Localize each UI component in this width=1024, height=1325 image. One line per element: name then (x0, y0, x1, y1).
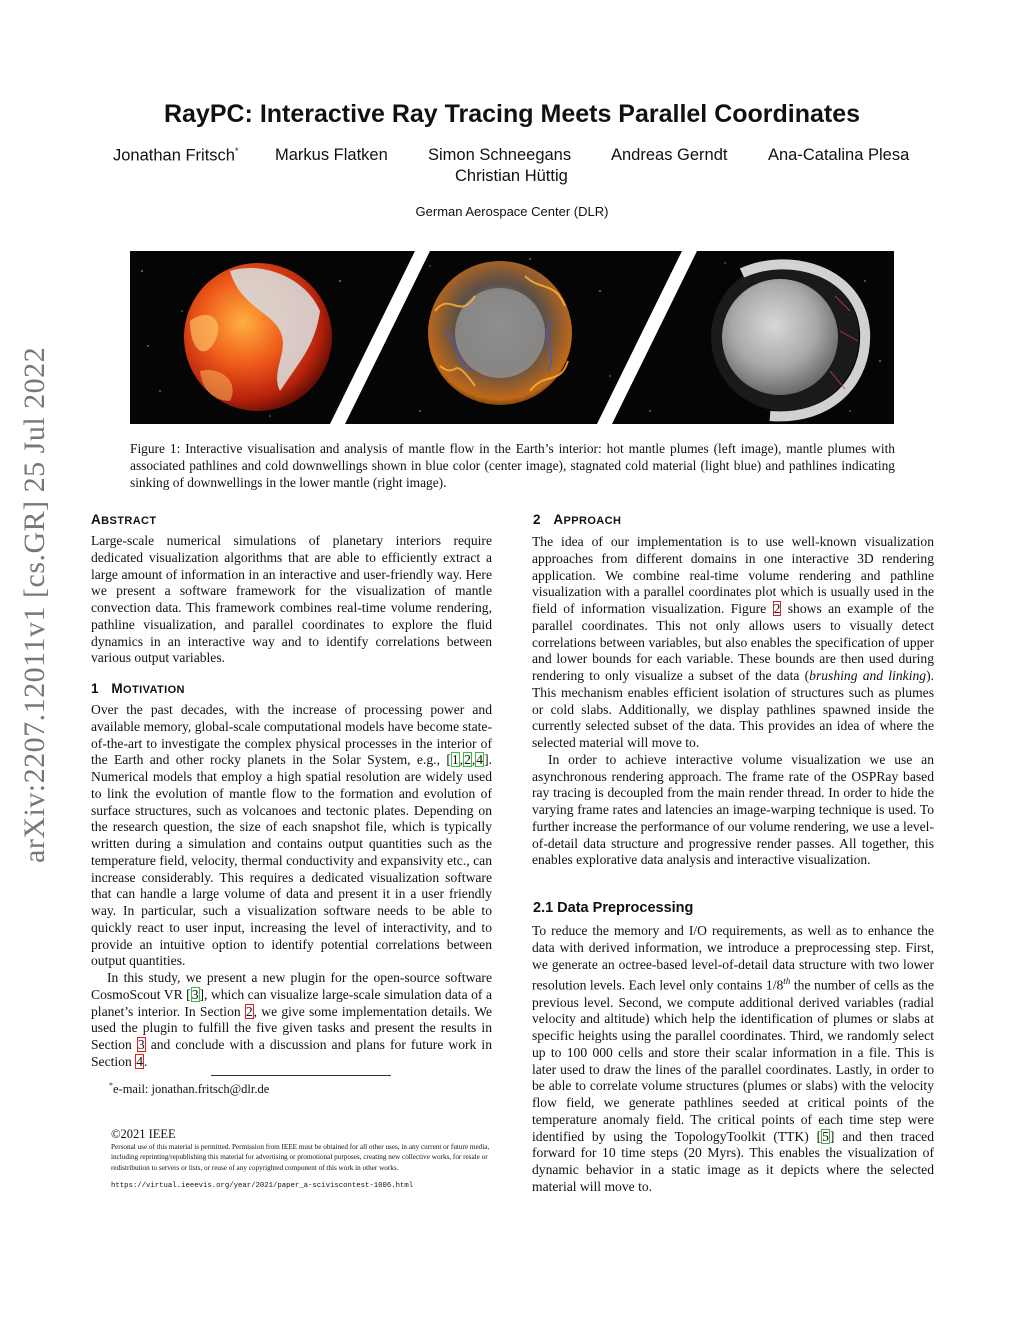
section-2-1-heading: 2.1 Data Preprocessing (533, 900, 694, 916)
figure-link[interactable]: 2 (773, 601, 781, 616)
planet-plumes-pathlines (428, 261, 572, 405)
section-2-heading: 2 APPROACH (533, 512, 622, 527)
author-3: Simon Schneegans (428, 146, 572, 164)
author-4: Andreas Gerndt (611, 146, 728, 164)
paper-url[interactable]: https://virtual.ieeevis.org/year/2021/paper_a-sciviscontest-1006.html (111, 1182, 414, 1190)
section-2-paragraph-2: In order to achieve interactive volume visualization we use an asynchronous rendering approach. The frame rate of the OSPRay based ray tracing is decoupled from the main render thread. In order to hide the varying frame rates and latencies an image-warping technique is used. To further increase the performance of our volume rendering, we use a level-of-detail data structure and progressive render passes. All together, this enables explorative data analysis and interactive visualization. (532, 751, 934, 868)
section-2-paragraph-1: The idea of our implementation is to use well-known visualization approaches from different domains in one interactive 3D rendering application. We combine real-time volume rendering and pathline visualization with a parallel coordinates plot which is usually used in the field of information visualization. Figure 2 shows an example of the parallel coordinates. This not only allows users to visually detect correlations between variables, but also enables the specification of upper and lower bounds for each variable. These bounds are then used during rendering to only visualize a subset of the data (brushing and linking). This mechanism enables efficient isolation of structures such as plumes or cold slabs. Additionally, we display pathlines spawned inside the currently selected subset of the data. This provides an idea of where the selected material will move to. (532, 534, 934, 750)
copyright-permission: Personal use of this material is permitted. Permission from IEEE must be obtained for all other uses, in any current or future media, including reprinting/republishing this material for advertising or promotional purposes, creating new collective works, for resale or redistribution to servers or lists, or reuse of any copyrighted component of this work in other works. (111, 1143, 490, 1172)
section-2-1-body (532, 923, 934, 1196)
footnote-divider (211, 1075, 391, 1076)
citation-link[interactable]: 1 (451, 752, 459, 768)
copyright-line: ©2021 IEEE (111, 1127, 176, 1141)
section-link[interactable]: 4 (136, 1053, 143, 1069)
footnote: *e-mail: jonathan.fritsch@dlr.de (109, 1081, 270, 1097)
section-link[interactable]: 3 (137, 1037, 145, 1052)
affiliation: German Aerospace Center (DLR) (415, 204, 609, 219)
figure-1-caption: Figure 1: Interactive visualisation and analysis of mantle flow in the Earth’s interior: hot mantle plumes (left image), mantle plumes with associated pathlines and cold downwellings shown in blue color (center image), stagnated cold material (light blue) and pathlines indicating sinking of downwellings in the lower mantle (right image). (130, 441, 895, 490)
author-2: Markus Flatken (275, 146, 388, 164)
section-2-body (532, 534, 934, 869)
section-1-heading: 1 MOTIVATION (91, 681, 185, 696)
abstract-text: Large-scale numerical simulations of planetary interiors require dedicated visualization algorithms that are able to efficiently extract a large amount of information in an interactive and user-friendly way. Here we present a software framework for the visualization of mantle convection data. This framework combines real-time volume rendering, pathline visualization, and parallel coordinates to explore the fluid dynamics in an interactive way and to identify correlations between various output variables. (91, 533, 492, 666)
author-5: Ana-Catalina Plesa (768, 146, 910, 164)
paper-title: RayPC: Interactive Ray Tracing Meets Parallel Coordinates (163, 100, 861, 128)
author-1 (113, 146, 239, 166)
section-link[interactable]: 2 (245, 1003, 253, 1019)
planet-hot-plumes (184, 263, 332, 411)
citation-link[interactable]: 3 (191, 986, 199, 1002)
author-6: Christian Hüttig (455, 167, 568, 185)
author-name: Jonathan Fritsch (113, 146, 235, 165)
abstract-heading: ABSTRACT (91, 512, 157, 527)
citation-link[interactable]: 2 (464, 752, 471, 768)
citation-link[interactable]: 5 (822, 1128, 829, 1144)
author-footnote-mark: * (234, 146, 239, 156)
section-2-1-paragraph: To reduce the memory and I/O requirements, as well as to enhance the data with derived information, we introduce a preprocessing step. First, we generate an octree-based level-of-detail data structure with two lower resolution levels. Each level only contains 1/8th the number of cells as the previous level. Second, we compute additional derived variables (radial velocity and altitude) which help the identification of plumes or slabs at specific heights using the parallel coordinates. Third, we randomly select up to 100 000 cells and store their scalar information in a file. This is later used to draw the lines of the parallel coordinates. Lastly, in order to be able to correlate volume structures (plumes or slabs) with the velocity flow field, we generate pathlines seeded at critical points of the temperature anomaly field. The critical points of each time step were identified by using the TopologyToolkit (TTK) [5] and then traced forward for 10 time steps (20 Myrs). This enables the visualization of dynamic behavior in a static image as it depicts where the selected material will move to. (532, 923, 934, 1194)
citation-link[interactable]: 4 (476, 752, 484, 768)
section-1-paragraph-1: Over the past decades, with the increase of processing power and available memory, global-scale computational models have become state-of-the-art to investigate the complex physical processes in the interior of the Earth and other rocky planets in the Solar System, e.g., [1,2,4]. Numerical models that employ a high spatial resolution are widely used to link the evolution of mantle flow to the formation and evolution of surface structures, such as volcanoes and tectonic plates. Depending on the research question, the size of each snapshot file, which is typically written during a simulation and contains output quantities such as the temperature field, velocity, thermal conductivity and expansivity etc., can increase considerably. This requires a dedicated visualization software that can handle a large volume of data and present it in a user friendly way. In particular, such a visualization software needs to be able to quickly react to user input, increasing the level of interactivity, and to provide an intuitive option to identify potential correlations between output quantities. (91, 702, 492, 969)
arxiv-identifier: arXiv:2207.12011v1 [cs.GR] 25 Jul 2022 (18, 346, 51, 863)
teaser-figure (130, 251, 894, 424)
section-1-paragraph-2: In this study, we present a new plugin for the open-source software CosmoScout VR [3], which can visualize large-scale simulation data of a planet’s interior. In Section 2, we give some implementation details. We used the plugin to fulfill the five given tasks and present the results in Section 3 and conclude with a discussion and plans for future work in Section 4. (91, 970, 492, 1069)
section-1-body (91, 702, 492, 1071)
